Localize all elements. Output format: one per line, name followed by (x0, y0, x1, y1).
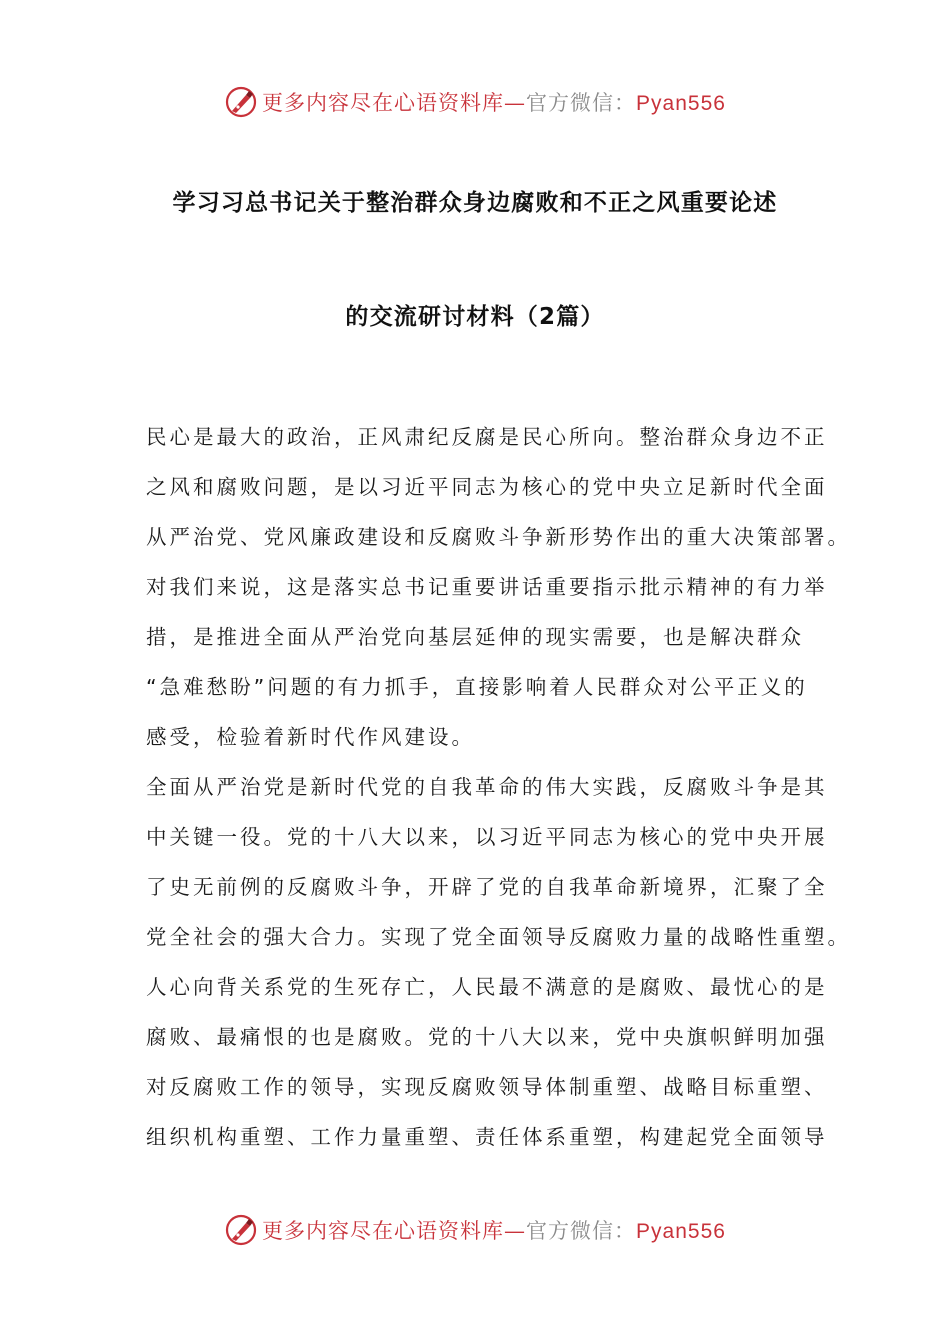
body-line: “急难愁盼”问题的有力抓手，直接影响着人民群众对公平正义的 (146, 675, 808, 699)
watermark-wechat-label: 官方微信： (526, 91, 637, 115)
pen-nib-logo-icon (224, 85, 258, 119)
body-line: 从严治党、党风廉政建设和反腐败斗争新形势作出的重大决策部署。 (146, 525, 851, 549)
watermark-dash: — (504, 91, 527, 115)
document-title-line-1: 学习习总书记关于整治群众身边腐败和不正之风重要论述 (172, 190, 778, 216)
watermark-text (262, 87, 726, 117)
document-title-line-2: 的交流研讨材料（2篇） (345, 304, 605, 330)
watermark-wechat-id: Pyan556 (636, 1220, 726, 1243)
watermark-site-name: 更多内容尽在心语资料库 (262, 91, 505, 115)
document-body (146, 418, 851, 1168)
body-line: 中关键一役。党的十八大以来，以习近平同志为核心的党中央开展 (146, 825, 828, 849)
body-line: 人心向背关系党的生死存亡，人民最不满意的是腐败、最忧心的是 (146, 975, 828, 999)
body-line: 全面从严治党是新时代党的自我革命的伟大实践，反腐败斗争是其 (146, 775, 828, 799)
body-line: 对反腐败工作的领导，实现反腐败领导体制重塑、战略目标重塑、 (146, 1075, 828, 1099)
body-line: 党全社会的强大合力。实现了党全面领导反腐败力量的战略性重塑。 (146, 925, 851, 949)
pen-nib-logo-icon (224, 1213, 258, 1247)
body-line: 之风和腐败问题，是以习近平同志为核心的党中央立足新时代全面 (146, 475, 828, 499)
watermark-dash: — (504, 1219, 527, 1243)
body-line: 民心是最大的政治，正风肃纪反腐是民心所向。整治群众身边不正 (146, 425, 828, 449)
body-line: 感受，检验着新时代作风建设。 (146, 725, 475, 749)
watermark-wechat-id: Pyan556 (636, 92, 726, 115)
watermark-banner-top (0, 80, 950, 124)
body-line: 对我们来说，这是落实总书记重要讲话重要指示批示精神的有力举 (146, 575, 828, 599)
body-line: 了史无前例的反腐败斗争，开辟了党的自我革命新境界，汇聚了全 (146, 875, 828, 899)
body-line: 组织机构重塑、工作力量重塑、责任体系重塑，构建起党全面领导 (146, 1125, 828, 1149)
watermark-text (262, 1215, 726, 1245)
watermark-site-name: 更多内容尽在心语资料库 (262, 1219, 505, 1243)
body-line: 措，是推进全面从严治党向基层延伸的现实需要，也是解决群众 (146, 625, 804, 649)
watermark-banner-bottom (0, 1208, 950, 1252)
watermark-wechat-label: 官方微信： (526, 1219, 637, 1243)
body-line: 腐败、最痛恨的也是腐败。党的十八大以来，党中央旗帜鲜明加强 (146, 1025, 828, 1049)
